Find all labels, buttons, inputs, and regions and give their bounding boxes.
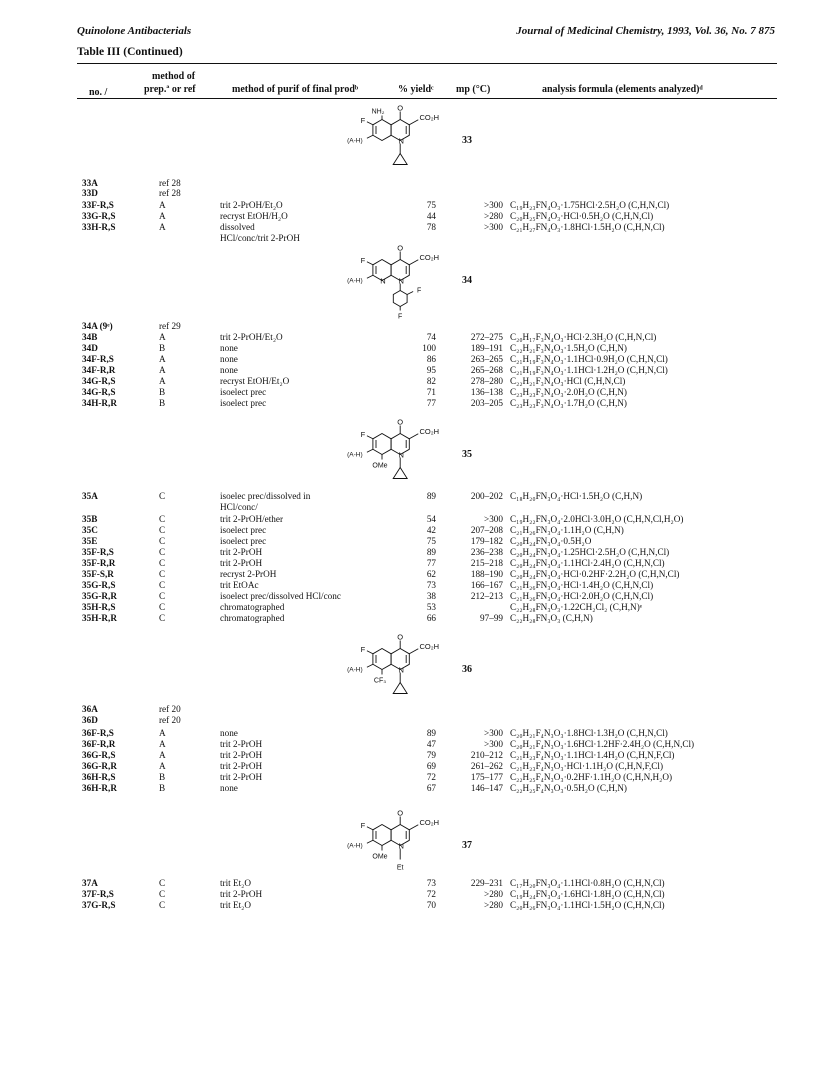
row-mp: 97–99 [480, 613, 503, 623]
row-purification: chromatographed [220, 613, 285, 623]
chemical-structure [330, 808, 520, 883]
row-analysis: C₂₀H₂₅FN₄O₃·HCl·0.5H₂O (C,H,N,Cl) [510, 211, 654, 221]
row-yield: 53 [426, 602, 436, 612]
row-yield: 75 [426, 200, 436, 210]
row-method: A [159, 211, 166, 221]
chemical-structure [330, 243, 520, 326]
row-purification: isoelect prec [220, 525, 267, 535]
chemical-structure [330, 103, 520, 178]
row-mp: >300 [484, 200, 503, 210]
row-number: 37F-R,S [82, 889, 114, 899]
row-method: B [159, 398, 166, 408]
row-number: 35B [82, 514, 98, 524]
table-row [77, 536, 777, 546]
table-row [77, 591, 777, 601]
table-row [77, 398, 777, 408]
position8-label: OMe [372, 853, 388, 861]
carboxyl-label: CO₂H [419, 641, 440, 651]
row-purification: trit Et₂O [220, 900, 252, 910]
row-method: C [159, 602, 166, 612]
row-purification: recryst 2-PrOH [220, 569, 277, 579]
side-chain-label: (A-H) [347, 137, 363, 145]
row-method: C [159, 569, 166, 579]
row-yield: 70 [426, 900, 436, 910]
row-method: A [159, 200, 166, 210]
row-number: 37A [82, 878, 98, 888]
row-number: 35F-R,S [82, 547, 114, 557]
col-header-yield: % yieldᶜ [398, 84, 434, 95]
row-purification: trit 2-PrOH [220, 761, 263, 771]
fluorine-label: F [417, 287, 422, 295]
table-row [77, 728, 777, 738]
row-method: ref 20 [159, 704, 181, 714]
row-yield: 38 [426, 591, 436, 601]
row-number: 37G-R,S [82, 900, 116, 910]
row-method: B [159, 343, 166, 353]
table-row [77, 200, 777, 210]
row-purification: isoelect prec [220, 536, 267, 546]
row-number: 35G-R,S [82, 580, 116, 590]
nitrogen-label: N [398, 841, 404, 851]
row-analysis: C₁₇H₂₀FN₃O₄·1.1HCl·0.8H₂O (C,H,N,Cl) [510, 878, 665, 888]
row-yield: 86 [426, 354, 436, 364]
row-mp: >280 [484, 211, 503, 221]
structure-drawing [330, 417, 520, 487]
row-method: ref 20 [159, 715, 181, 725]
row-mp: 236–238 [470, 547, 503, 557]
row-analysis: C₂₁H₂₆FN₃O₄·1.1H₂O (C,H,N) [510, 525, 624, 535]
col-header-purification: method of purif of final prodᵇ [232, 84, 359, 95]
table-row [77, 343, 777, 353]
col-header-mp: mp (°C) [456, 84, 491, 95]
oxygen-label: O [397, 808, 404, 818]
nitrogen-label: N [398, 450, 404, 460]
row-method: C [159, 525, 166, 535]
row-mp: 207–208 [470, 525, 503, 535]
row-analysis: C₂₁H₂₆FN₃O₄·HCl·2.0H₂O (C,H,N,Cl) [510, 591, 654, 601]
table-row [77, 332, 777, 342]
row-method: C [159, 580, 166, 590]
table-row [77, 491, 777, 501]
structure-drawing [330, 808, 520, 878]
row-number: 33A [82, 178, 98, 188]
row-number: 36D [82, 715, 98, 725]
table-row [77, 580, 777, 590]
ethyl-label: Et [396, 864, 404, 872]
table-top-rule [77, 63, 777, 64]
structure-drawing [330, 103, 520, 173]
oxygen-label: O [397, 103, 404, 113]
row-mp: 265–268 [470, 365, 503, 375]
row-analysis: C₂₂H₂₈FN₃O₃ (C,H,N) [510, 613, 593, 623]
row-method: A [159, 354, 166, 364]
side-chain-label: (A-H) [347, 666, 363, 674]
row-mp: >280 [484, 889, 503, 899]
row-method: B [159, 387, 166, 397]
row-yield: 79 [426, 750, 436, 760]
row-analysis: C₂₁H₂₆FN₃O₄·HCl·1.4H₂O (C,H,N,Cl) [510, 580, 654, 590]
side-chain-label: (A-H) [347, 451, 363, 459]
row-analysis: C₁₉H₂₃FN₄O₃·1.75HCl·2.5H₂O (C,H,N,Cl) [510, 200, 670, 210]
row-number: 34H-R,R [82, 398, 117, 408]
row-number: 35H-R,R [82, 613, 117, 623]
row-purification: none [220, 728, 238, 738]
row-mp: 229–231 [470, 878, 503, 888]
row-number: 36G-R,R [82, 761, 117, 771]
row-yield: 66 [426, 613, 436, 623]
row-number: 36F-R,S [82, 728, 114, 738]
carboxyl-label: CO₂H [419, 252, 440, 262]
table-row [77, 188, 777, 198]
row-analysis: C₂₀H₂₁F₄N₃O₃·1.8HCl·1.3H₂O (C,H,N,Cl) [510, 728, 668, 738]
row-number: 33G-R,S [82, 211, 116, 221]
chemical-structure [330, 632, 520, 707]
row-yield: 78 [426, 222, 436, 232]
row-yield: 44 [426, 211, 436, 221]
row-analysis: C₂₀H₂₄FN₃O₄·HCl·0.2HF·2.2H₂O (C,H,N,Cl) [510, 569, 680, 579]
row-purification: none [220, 365, 238, 375]
row-analysis: C₂₀H₂₄FN₃O₄·1.25HCl·2.5H₂O (C,H,N,Cl) [510, 547, 670, 557]
table-header-rule [77, 98, 777, 99]
row-yield: 73 [426, 878, 436, 888]
row-yield: 47 [426, 739, 436, 749]
row-mp: 263–265 [470, 354, 503, 364]
row-yield: 54 [426, 514, 436, 524]
table-row [77, 750, 777, 760]
table-row [77, 772, 777, 782]
row-mp: 188–190 [470, 569, 503, 579]
row-analysis: C₁₈H₂₀FN₃O₄·HCl·1.5H₂O (C,H,N) [510, 491, 643, 501]
row-mp: >300 [484, 222, 503, 232]
row-method: A [159, 728, 166, 738]
row-yield: 72 [426, 772, 436, 782]
row-number: 35G-R,R [82, 591, 117, 601]
row-purification: none [220, 783, 238, 793]
compound-number: 33 [462, 135, 472, 146]
row-purification: trit EtOAc [220, 580, 259, 590]
position8-label: CF₃ [373, 677, 387, 685]
row-purification: isoelect prec/dissolved HCl/conc [220, 591, 341, 601]
fluorine-label: F [360, 820, 366, 830]
running-header-left: Quinolone Antibacterials [77, 25, 192, 37]
row-purification: recryst EtOH/Et₂O [220, 376, 290, 386]
table-row [77, 376, 777, 386]
row-analysis: C₂₁H₂₇FN₄O₃·1.8HCl·1.5H₂O (C,H,N,Cl) [510, 222, 665, 232]
structure-drawing [330, 243, 520, 321]
row-method: A [159, 739, 166, 749]
row-analysis: C₂₁H₁₉F₃N₄O₃·1.1HCl·0.9H₂O (C,H,N,Cl) [510, 354, 668, 364]
row-mp: >280 [484, 900, 503, 910]
row-method: A [159, 222, 166, 232]
carboxyl-label: CO₂H [419, 426, 440, 436]
row-method: C [159, 613, 166, 623]
row-analysis: C₁₉H₂₂FN₃O₄·2.0HCl·3.0H₂O (C,H,N,Cl,H₂O) [510, 514, 684, 524]
row-method: C [159, 591, 166, 601]
row-yield: 72 [426, 889, 436, 899]
oxygen-label: O [397, 632, 404, 642]
row-method: C [159, 889, 166, 899]
table-row [77, 233, 777, 243]
row-number: 34A (9ᵉ) [82, 321, 113, 331]
row-yield: 100 [422, 343, 436, 353]
col-header-method-line2: prep.ª or ref [144, 84, 196, 95]
row-number: 35H-R,S [82, 602, 116, 612]
row-yield: 89 [426, 491, 436, 501]
row-mp: 136–138 [470, 387, 503, 397]
row-analysis: C₂₁H₂₃F₄N₃O₃·HCl·1.1H₂O (C,H,N,F,Cl) [510, 761, 664, 771]
row-yield: 77 [426, 398, 436, 408]
carboxyl-label: CO₂H [419, 112, 440, 122]
table-row [77, 900, 777, 910]
row-mp: 146–147 [470, 783, 503, 793]
amino-label: NH₂ [371, 108, 385, 116]
fluorine-label: F [360, 644, 366, 654]
row-number: 36H-R,S [82, 772, 116, 782]
row-method: C [159, 514, 166, 524]
table-row [77, 602, 777, 612]
row-yield: 75 [426, 536, 436, 546]
row-analysis: C₂₂H₂₅F₄N₃O₃·0.5H₂O (C,H,N) [510, 783, 627, 793]
row-analysis: C₂₀H₁₇F₃N₄O₃·HCl·2.3H₂O (C,H,N,Cl) [510, 332, 657, 342]
row-purification: trit 2-PrOH/ether [220, 514, 284, 524]
table-row [77, 783, 777, 793]
row-purification: trit 2-PrOH/Et₂O [220, 332, 283, 342]
col-header-no: no. / [89, 87, 108, 98]
table-row [77, 514, 777, 524]
compound-number: 35 [462, 449, 472, 460]
row-method: C [159, 900, 166, 910]
table-row [77, 502, 777, 512]
row-analysis: C₂₂H₂₁F₃N₄O₃·HCl (C,H,N,Cl) [510, 376, 626, 386]
oxygen-label: O [397, 243, 404, 253]
row-purification: trit 2-PrOH [220, 547, 263, 557]
row-method: ref 28 [159, 178, 181, 188]
row-yield: 42 [426, 525, 436, 535]
col-header-method-line1: method of [152, 71, 196, 82]
table-row [77, 569, 777, 579]
row-purification: isoelect prec [220, 387, 267, 397]
row-purification: dissolved [220, 222, 255, 232]
row-number: 33D [82, 188, 98, 198]
row-number: 36G-R,S [82, 750, 116, 760]
carboxyl-label: CO₂H [419, 817, 440, 827]
row-purification: trit 2-PrOH [220, 889, 263, 899]
row-number: 36H-R,R [82, 783, 117, 793]
row-analysis: C₂₃H₂₃F₃N₄O₃·2.0H₂O (C,H,N) [510, 387, 627, 397]
row-mp: 179–182 [470, 536, 503, 546]
row-method: A [159, 376, 166, 386]
row-yield: 77 [426, 558, 436, 568]
nitrogen-label: N [398, 665, 404, 675]
row-yield: 67 [426, 783, 436, 793]
row-analysis: C₂₀H₂₆FN₃O₄·1.1HCl·1.5H₂O (C,H,N,Cl) [510, 900, 665, 910]
table-row [77, 715, 777, 725]
side-chain-label: (A-H) [347, 842, 363, 850]
row-mp: 200–202 [470, 491, 503, 501]
table-row [77, 387, 777, 397]
row-purification: trit Et₂O [220, 878, 252, 888]
row-mp: 215–218 [470, 558, 503, 568]
row-number: 33H-R,S [82, 222, 116, 232]
row-purification: none [220, 354, 238, 364]
row-number: 34F-R,S [82, 354, 114, 364]
row-yield: 69 [426, 761, 436, 771]
row-yield: 82 [426, 376, 436, 386]
table-row [77, 222, 777, 232]
row-number: 34B [82, 332, 98, 342]
row-number: 36F-R,R [82, 739, 116, 749]
row-method: A [159, 332, 166, 342]
fluorine-label: F [360, 255, 366, 265]
compound-number: 34 [462, 275, 472, 286]
row-purification: recryst EtOH/H₂O [220, 211, 288, 221]
row-method: C [159, 878, 166, 888]
chemical-structure [330, 417, 520, 492]
table-row [77, 761, 777, 771]
structure-drawing [330, 632, 520, 702]
row-yield: 74 [426, 332, 436, 342]
row-yield: 89 [426, 728, 436, 738]
compound-number: 37 [462, 840, 472, 851]
row-purification: trit 2-PrOH [220, 750, 263, 760]
row-purification: isoelect prec [220, 398, 267, 408]
fluorine-label: F [360, 115, 366, 125]
table-row [77, 558, 777, 568]
table-row [77, 321, 777, 331]
row-mp: 203–205 [470, 398, 503, 408]
row-analysis: C₂₁H₂₃F₄N₃O₃·1.1HCl·1.4H₂O (C,H,N,F,Cl) [510, 750, 675, 760]
row-mp: 212–213 [470, 591, 503, 601]
row-mp: 175–177 [470, 772, 503, 782]
row-number: 34G-R,S [82, 387, 116, 397]
row-method: C [159, 547, 166, 557]
row-yield: 73 [426, 580, 436, 590]
row-analysis: C₂₀H₂₁F₄N₃O₃·1.6HCl·1.2HF·2.4H₂O (C,H,N,Cl) [510, 739, 695, 749]
row-mp: 272–275 [470, 332, 503, 342]
row-analysis: C₂₀H₂₄FN₃O₄·1.1HCl·2.4H₂O (C,H,N,Cl) [510, 558, 665, 568]
row-method: A [159, 761, 166, 771]
row-purification: trit 2-PrOH [220, 772, 263, 782]
position8-label: OMe [372, 462, 388, 470]
row-method: ref 28 [159, 188, 181, 198]
table-row [77, 613, 777, 623]
nitrogen-label: N [398, 136, 404, 146]
row-mp: 261–262 [470, 761, 503, 771]
nitrogen-label: N [398, 276, 404, 286]
row-purification: HCl/conc/trit 2-PrOH [220, 233, 300, 243]
table-row [77, 889, 777, 899]
table-row [77, 878, 777, 888]
row-analysis: C₂₂H₂₅F₄N₃O₃·0.2HF·1.1H₂O (C,H,N,H₂O) [510, 772, 673, 782]
row-number: 34F-R,R [82, 365, 116, 375]
table-row [77, 547, 777, 557]
row-number: 34D [82, 343, 98, 353]
compound-number: 36 [462, 664, 472, 675]
row-mp: 189–191 [470, 343, 503, 353]
row-analysis: C₂₂H₂₈FN₃O₃·1.22CH₂Cl₂ (C,H,N)ᵉ [510, 602, 643, 612]
row-analysis: C₂₂H₂₁F₃N₄O₃·1.5H₂O (C,H,N) [510, 343, 627, 353]
row-mp: 166–167 [470, 580, 503, 590]
row-yield: 71 [426, 387, 436, 397]
row-method: A [159, 750, 166, 760]
row-mp: 210–212 [470, 750, 503, 760]
row-method: B [159, 772, 166, 782]
col-header-analysis: analysis formula (elements analyzed)ᵈ [542, 84, 703, 95]
row-method: C [159, 491, 166, 501]
row-number: 35F-R,R [82, 558, 116, 568]
table-row [77, 178, 777, 188]
row-number: 35A [82, 491, 98, 501]
row-analysis: C₂₁H₁₉F₃N₄O₃·1.1HCl·1.2H₂O (C,H,N,Cl) [510, 365, 668, 375]
table-row [77, 354, 777, 364]
row-mp: 278–280 [470, 376, 503, 386]
row-method: C [159, 536, 166, 546]
row-yield: 62 [426, 569, 436, 579]
row-mp: >300 [484, 739, 503, 749]
row-method: B [159, 783, 166, 793]
row-number: 36A [82, 704, 98, 714]
ring-nitrogen-label: N [380, 276, 386, 286]
row-purification: chromatographed [220, 602, 285, 612]
row-analysis: C₂₀H₂₄FN₃O₄·0.5H₂O [510, 536, 592, 546]
table-title: Table III (Continued) [77, 46, 183, 58]
fluorine-label: F [398, 313, 403, 321]
row-method: C [159, 558, 166, 568]
table-row [77, 211, 777, 221]
row-method: A [159, 365, 166, 375]
row-number: 35C [82, 525, 98, 535]
table-row [77, 739, 777, 749]
row-mp: >300 [484, 728, 503, 738]
row-yield: 95 [426, 365, 436, 375]
oxygen-label: O [397, 417, 404, 427]
row-purification: trit 2-PrOH [220, 739, 263, 749]
row-number: 35F-S,R [82, 569, 114, 579]
row-analysis: C₁₉H₂₄FN₃O₄·1.6HCl·1.8H₂O (C,H,N,Cl) [510, 889, 665, 899]
fluorine-label: F [360, 429, 366, 439]
table-row [77, 365, 777, 375]
row-mp: >300 [484, 514, 503, 524]
row-purification: trit 2-PrOH [220, 558, 263, 568]
side-chain-label: (A-H) [347, 277, 363, 285]
row-purification: HCl/conc/ [220, 502, 258, 512]
row-purification: trit 2-PrOH/Et₂O [220, 200, 283, 210]
row-number: 35E [82, 536, 98, 546]
row-analysis: C₂₃H₂₃F₃N₄O₃·1.7H₂O (C,H,N) [510, 398, 627, 408]
table-row [77, 704, 777, 714]
table-row [77, 525, 777, 535]
row-method: ref 29 [159, 321, 181, 331]
row-yield: 89 [426, 547, 436, 557]
row-number: 34G-R,S [82, 376, 116, 386]
running-header-right: Journal of Medicinal Chemistry, 1993, Vol. 36, No. 7 875 [516, 25, 775, 37]
row-purification: isoelec prec/dissolved in [220, 491, 311, 501]
row-purification: none [220, 343, 238, 353]
row-number: 33F-R,S [82, 200, 114, 210]
